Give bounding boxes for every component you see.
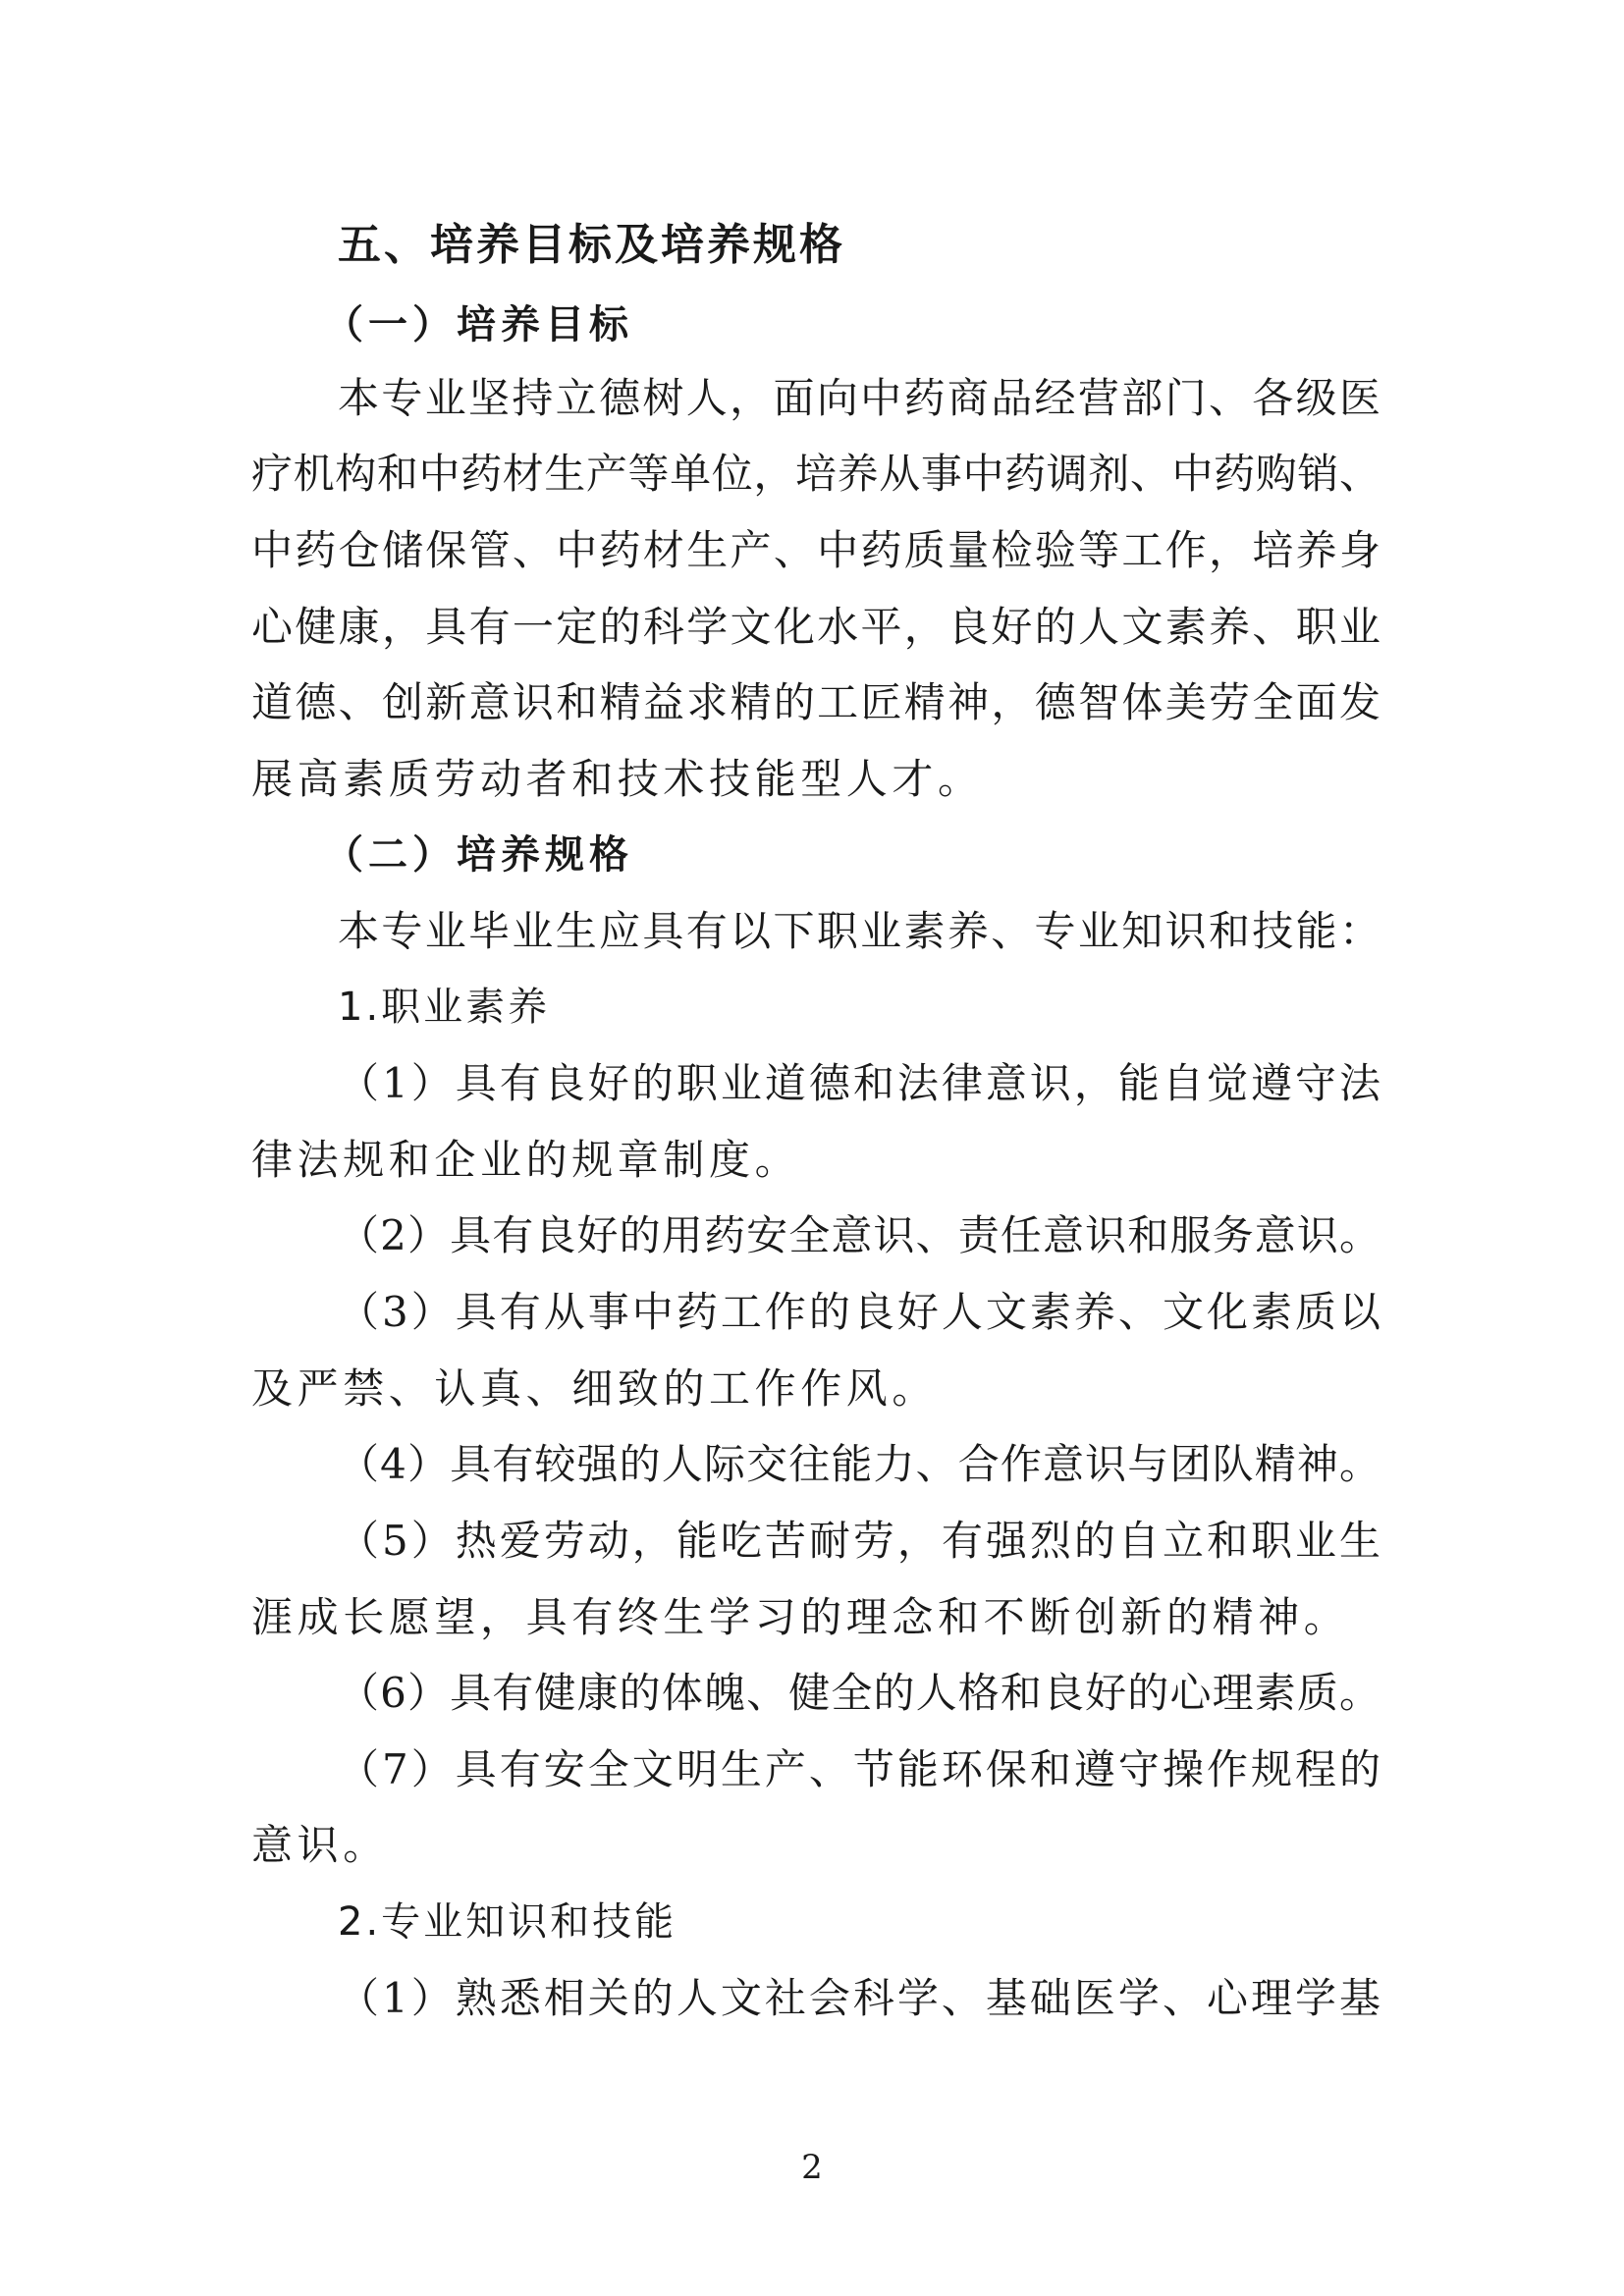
literacy-item-3: （3）具有从事中药工作的良好人文素养、文化素质以 [338,1288,1380,1336]
knowledge-item-1: （1）熟悉相关的人文社会科学、基础医学、心理学基 [338,1974,1380,2022]
spec-heading: （二）培养规格 [324,832,633,878]
literacy-item-2: （2）具有良好的用药安全意识、责任意识和服务意识。 [338,1211,1380,1259]
goal-paragraph-line: 疗机构和中药材生产等单位，培养从事中药调剂、中药购销、 [251,450,1380,498]
literacy-item-7-cont: 意识。 [251,1821,389,1869]
literacy-item-1: （1）具有良好的职业道德和法律意识，能自觉遵守法 [338,1059,1380,1107]
goal-paragraph-line: 本专业坚持立德树人，面向中药商品经营部门、各级医 [338,374,1380,422]
literacy-item-1-cont: 律法规和企业的规章制度。 [251,1136,801,1184]
literacy-heading: 1.职业素养 [338,985,551,1030]
goal-paragraph-line: 中药仓储保管、中药材生产、中药质量检验等工作，培养身 [251,526,1380,574]
goal-paragraph-line: 展高素质劳动者和技术技能型人才。 [251,755,984,803]
literacy-item-4: （4）具有较强的人际交往能力、合作意识与团队精神。 [338,1440,1380,1488]
knowledge-heading: 2.专业知识和技能 [338,1899,677,1945]
page-number: 2 [801,2148,823,2187]
goal-paragraph-line: 道德、创新意识和精益求精的工匠精神，德智体美劳全面发 [251,678,1380,726]
goal-heading: （一）培养目标 [324,302,633,347]
spec-intro: 本专业毕业生应具有以下职业素养、专业知识和技能： [338,907,1380,955]
literacy-item-3-cont: 及严禁、认真、细致的工作作风。 [251,1364,939,1413]
goal-paragraph-line: 心健康，具有一定的科学文化水平，良好的人文素养、职业 [251,603,1380,651]
literacy-item-5-cont: 涯成长愿望，具有终生学习的理念和不断创新的精神。 [251,1593,1350,1641]
literacy-item-7: （7）具有安全文明生产、节能环保和遵守操作规程的 [338,1745,1380,1793]
section-heading: 五、培养目标及培养规格 [338,220,845,270]
literacy-item-5: （5）热爱劳动，能吃苦耐劳，有强烈的自立和职业生 [338,1517,1380,1565]
literacy-item-6: （6）具有健康的体魄、健全的人格和良好的心理素质。 [338,1669,1380,1717]
